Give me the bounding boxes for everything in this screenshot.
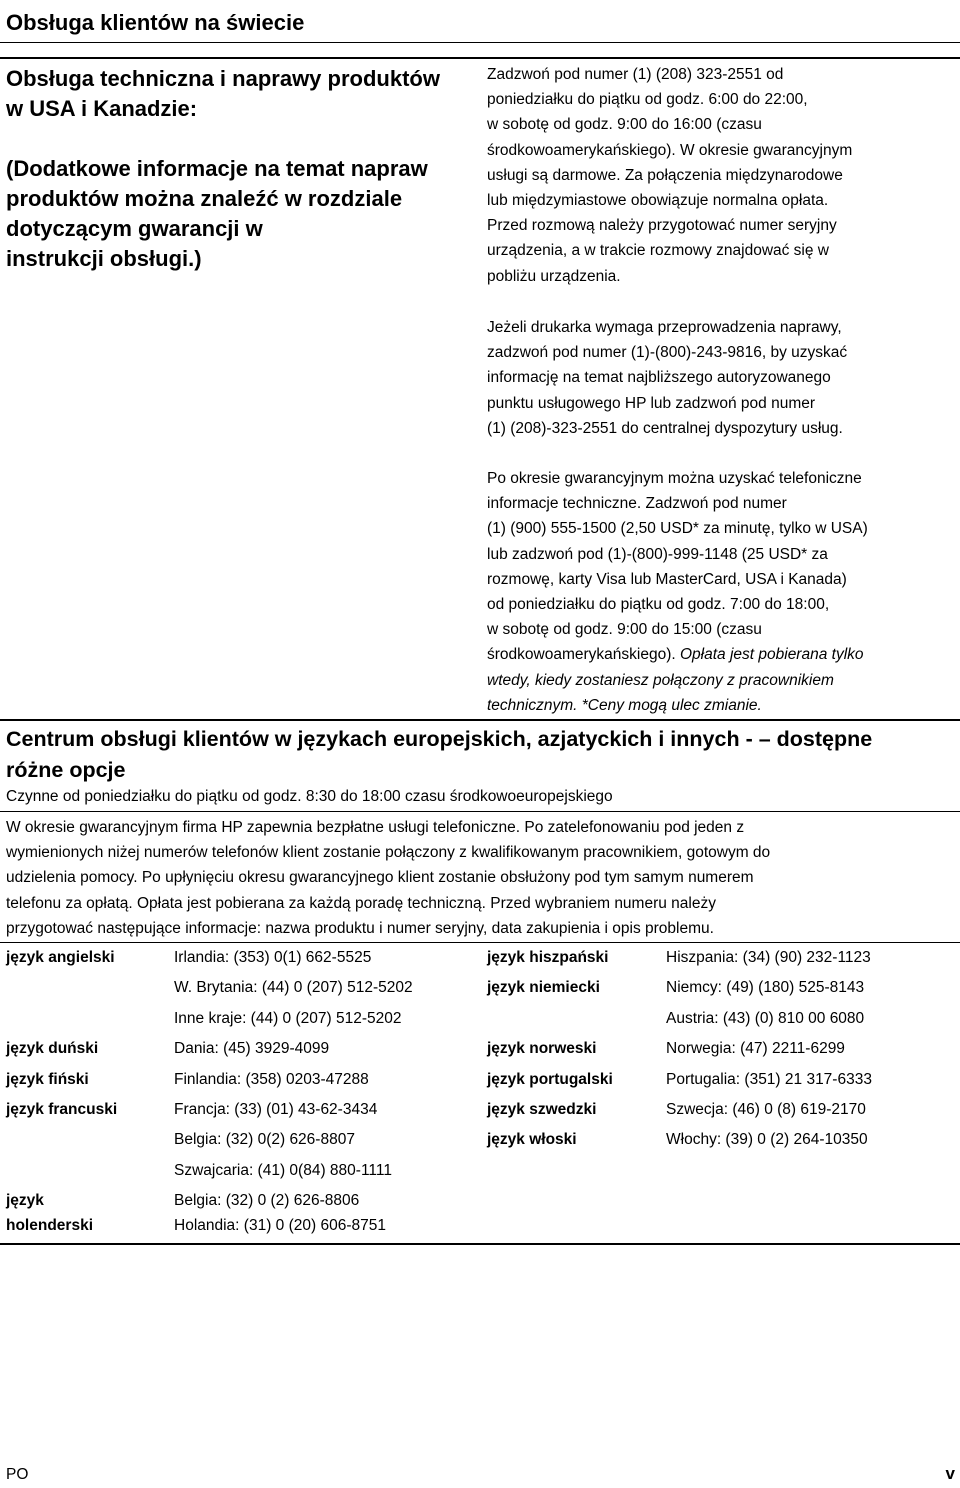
usa-heading-line: Obsługa techniczna i naprawy produktów: [6, 66, 440, 91]
language-label: język francuski: [6, 1101, 118, 1119]
text-line: od poniedziałku do piątku od godz. 7:00 do 18:00,: [487, 596, 830, 614]
table-row: [487, 973, 952, 1034]
text-line: Zadzwoń pod numer (1) (208) 323-2551 od: [487, 66, 784, 83]
text-line: lub zadzwoń pod (1)-(800)-999-1148 (25 USD* za: [487, 545, 828, 563]
hours-divider: [0, 811, 960, 812]
italic-text: Opłata jest pobierana tylko: [679, 646, 864, 664]
page-title: Obsługa klientów na świecie: [6, 10, 305, 35]
text-line: [487, 642, 952, 667]
text-line: Przed rozmową należy przygotować numer seryjny: [487, 217, 837, 235]
phone-entry: Inne kraje: (44) 0 (207) 512-5202: [174, 1009, 402, 1027]
table-row: [6, 1186, 476, 1238]
phone-entry: Finlandia: (358) 0203-47288: [174, 1070, 369, 1088]
table-row: [6, 1065, 476, 1095]
europe-note: [6, 815, 951, 941]
table-row: [6, 1034, 476, 1064]
language-label: język fiński: [6, 1070, 89, 1088]
phone-entry: Hiszpania: (34) (90) 232-1123: [666, 949, 871, 966]
table-bottom-divider: [0, 1243, 960, 1245]
usa-note-line: (Dodatkowe informacje na temat napraw: [6, 156, 428, 181]
phone-list: [174, 1186, 386, 1238]
text-line: środkowoamerykańskiego). W okresie gwarancyjnym: [487, 141, 853, 159]
text-line: usługi są darmowe. Za połączenia międzynarodowe: [487, 166, 843, 184]
phone-entry: W. Brytania: (44) 0 (207) 512-5202: [174, 979, 413, 997]
text-line: pobliżu urządzenia.: [487, 267, 621, 285]
language-label: język niemiecki: [487, 979, 600, 997]
language-label: język portugalski: [487, 1070, 613, 1088]
table-row: [487, 1125, 952, 1155]
phone-list: [174, 943, 413, 1034]
text-line: w sobotę od godz. 9:00 do 16:00 (czasu: [487, 116, 762, 134]
table-row: [487, 1095, 952, 1125]
phone-entry: Niemcy: (49) (180) 525-8143: [666, 979, 865, 997]
section-divider: [0, 719, 960, 721]
header-divider: [0, 42, 960, 43]
text-line: Jeżeli drukarka wymaga przeprowadzenia naprawy,: [487, 319, 842, 336]
text-line: urządzenia, a w trakcie rozmowy znajdować się w: [487, 242, 829, 260]
phone-entry: Irlandia: (353) 0(1) 662-5525: [174, 949, 372, 966]
text-line: przygotować następujące informacje: nazwa produktu i numer seryjny, data zakupienia i opis problemu.: [6, 919, 714, 937]
language-label-line: holenderski: [6, 1217, 93, 1235]
title-line: Centrum obsługi klientów w językach europejskich, azjatyckich i innych - – dostępne: [6, 727, 873, 751]
usa-paragraph-hours: [487, 62, 952, 289]
language-label: język hiszpański: [487, 949, 609, 966]
europe-hours: Czynne od poniedziałku do piątku od godz. 8:30 do 18:00 czasu środkowoeuropejskiego: [6, 788, 613, 805]
text-line: w sobotę od godz. 9:00 do 15:00 (czasu: [487, 621, 762, 639]
phone-entry: Szwajcaria: (41) 0(84) 880-1111: [174, 1161, 392, 1179]
phone-table-right: [487, 943, 952, 1156]
text-line: zadzwoń pod numer (1)-(800)-243-9816, by uzyskać: [487, 344, 848, 362]
text-line: [487, 693, 952, 718]
table-row: [487, 1034, 952, 1064]
page-number: v: [945, 1464, 955, 1483]
language-label-line: język: [6, 1192, 44, 1210]
language-label: język włoski: [487, 1131, 577, 1149]
italic-text: technicznym. *Ceny mogą ulec zmianie.: [487, 696, 762, 714]
text-line: informację na temat najbliższego autoryzowanego: [487, 369, 831, 387]
text-line: (1) (208)-323-2551 do centralnej dyspozytury usług.: [487, 419, 843, 437]
phone-entry: Portugalia: (351) 21 317-6333: [666, 1070, 872, 1088]
table-row: [6, 943, 476, 1034]
usa-heading-block: [6, 64, 476, 274]
table-row: [487, 943, 952, 973]
phone-entry: Norwegia: (47) 2211-6299: [666, 1040, 845, 1058]
usa-note-line: produktów można znaleźć w rozdziale: [6, 186, 403, 211]
text-line: (1) (900) 555-1500 (2,50 USD* za minutę, tylko w USA): [487, 520, 868, 538]
title-line: różne opcje: [6, 758, 126, 782]
usa-note-line: instrukcji obsługi.): [6, 246, 202, 271]
text-line: udzielenia pomocy. Po upłynięciu okresu gwarancyjnego klient zostanie obsłużony pod tym samym numerem: [6, 869, 754, 887]
text-line: W okresie gwarancyjnym firma HP zapewnia bezpłatne usługi telefoniczne. Po zatelefonowaniu pod jeden z: [6, 819, 745, 836]
text-line: rozmowę, karty Visa lub MasterCard, USA i Kanada): [487, 570, 847, 588]
language-label: język norweski: [487, 1040, 597, 1058]
phone-entry: Belgia: (32) 0(2) 626-8807: [174, 1131, 355, 1149]
section-top-divider: [0, 57, 960, 59]
usa-heading-line: w USA i Kanadzie:: [6, 96, 198, 121]
usa-note-line: dotyczącym gwarancji w: [6, 216, 263, 241]
phone-entry: Włochy: (39) 0 (2) 264-10350: [666, 1131, 868, 1149]
footer-language-code: PO: [6, 1466, 29, 1483]
phone-entry: Holandia: (31) 0 (20) 606-8751: [174, 1217, 386, 1235]
phone-list: [666, 973, 864, 1034]
phone-entry: Dania: (45) 3929-4099: [174, 1040, 330, 1058]
language-label: język duński: [6, 1040, 99, 1058]
usa-paragraph-post-warranty: [487, 466, 952, 718]
language-label: język angielski: [6, 949, 115, 966]
europe-section-title: [6, 724, 956, 786]
phone-entry: Belgia: (32) 0 (2) 626-8806: [174, 1192, 360, 1210]
text-line: wymienionych niżej numerów telefonów klient zostanie połączony z kwalifikowanym pracownikiem, gotowym do: [6, 844, 771, 862]
usa-paragraph-repair: [487, 315, 952, 441]
text-span: środkowoamerykańskiego).: [487, 646, 680, 664]
text-line: informacje techniczne. Zadzwoń pod numer: [487, 495, 787, 513]
text-line: poniedziałku do piątku od godz. 6:00 do 22:00,: [487, 91, 808, 109]
phone-table-left: [6, 943, 476, 1238]
text-line: lub międzymiastowe obowiązuje normalna opłata.: [487, 192, 829, 210]
phone-entry: Szwecja: (46) 0 (8) 619-2170: [666, 1101, 866, 1119]
text-line: telefonu za opłatą. Opłata jest pobierana za każdą poradę techniczną. Przed wybraniem numeru należy: [6, 894, 716, 912]
language-label: [6, 1186, 174, 1238]
table-row: [6, 1095, 476, 1186]
phone-entry: Francja: (33) (01) 43-62-3434: [174, 1101, 378, 1119]
italic-text: wtedy, kiedy zostaniesz połączony z pracownikiem: [487, 671, 834, 689]
text-line: Po okresie gwarancyjnym można uzyskać telefoniczne: [487, 470, 862, 487]
table-row: [487, 1065, 952, 1095]
text-line: punktu usługowego HP lub zadzwoń pod numer: [487, 394, 816, 412]
language-label: język szwedzki: [487, 1101, 597, 1119]
phone-entry: Austria: (43) (0) 810 00 6080: [666, 1009, 865, 1027]
phone-list: [174, 1095, 392, 1186]
text-line: [487, 668, 952, 693]
